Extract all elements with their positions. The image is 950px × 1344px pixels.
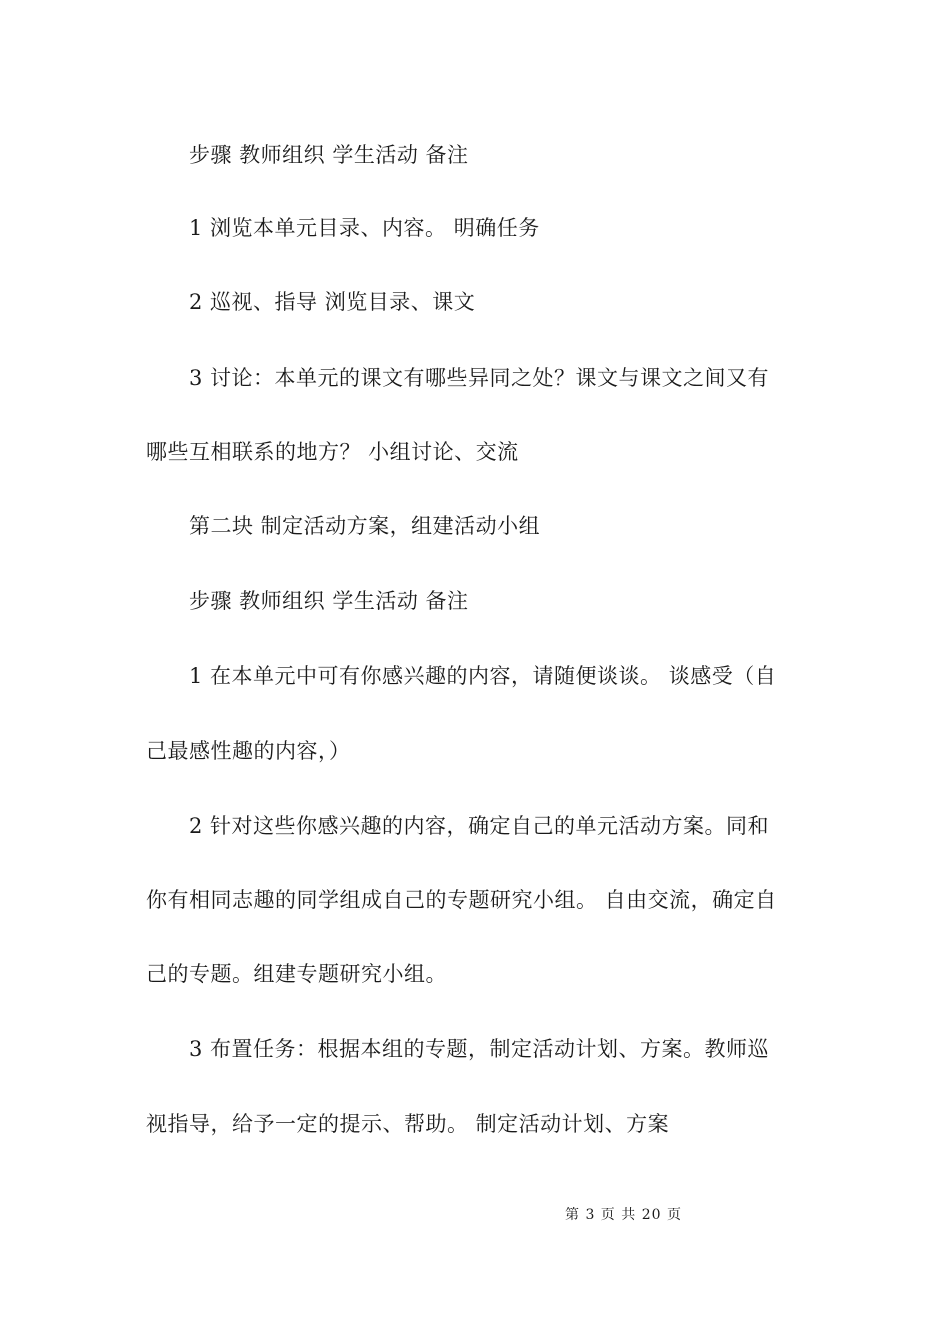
text-line: 视指导，给予一定的提示、帮助。 制定活动计划、方案	[146, 1112, 670, 1136]
text-line: 步骤 教师组织 学生活动 备注	[189, 589, 469, 613]
page-number: 第 3 页 共 20 页	[565, 1207, 682, 1223]
text-line: 哪些互相联系的地方？ 小组讨论、交流	[146, 440, 519, 464]
text-line: 1 在本单元中可有你感兴趣的内容，请随便谈谈。 谈感受（自	[189, 664, 777, 688]
text-line: 你有相同志趣的同学组成自己的专题研究小组。 自由交流，确定自	[146, 888, 777, 912]
text-line: 2 针对这些你感兴趣的内容，确定自己的单元活动方案。同和	[189, 814, 770, 838]
text-line: 步骤 教师组织 学生活动 备注	[189, 143, 469, 167]
text-line: 己的专题。组建专题研究小组。	[146, 962, 447, 986]
text-line: 2 巡视、指导 浏览目录、课文	[189, 290, 476, 314]
text-line: 1 浏览本单元目录、内容。 明确任务	[189, 216, 540, 240]
text-line: 3 布置任务：根据本组的专题，制定活动计划、方案。教师巡	[189, 1037, 770, 1061]
text-line: 己最感性趣的内容，）	[146, 739, 351, 763]
text-line: 3 讨论：本单元的课文有哪些异同之处？课文与课文之间又有	[189, 366, 770, 390]
section-heading: 第二块 制定活动方案，组建活动小组	[189, 514, 541, 538]
